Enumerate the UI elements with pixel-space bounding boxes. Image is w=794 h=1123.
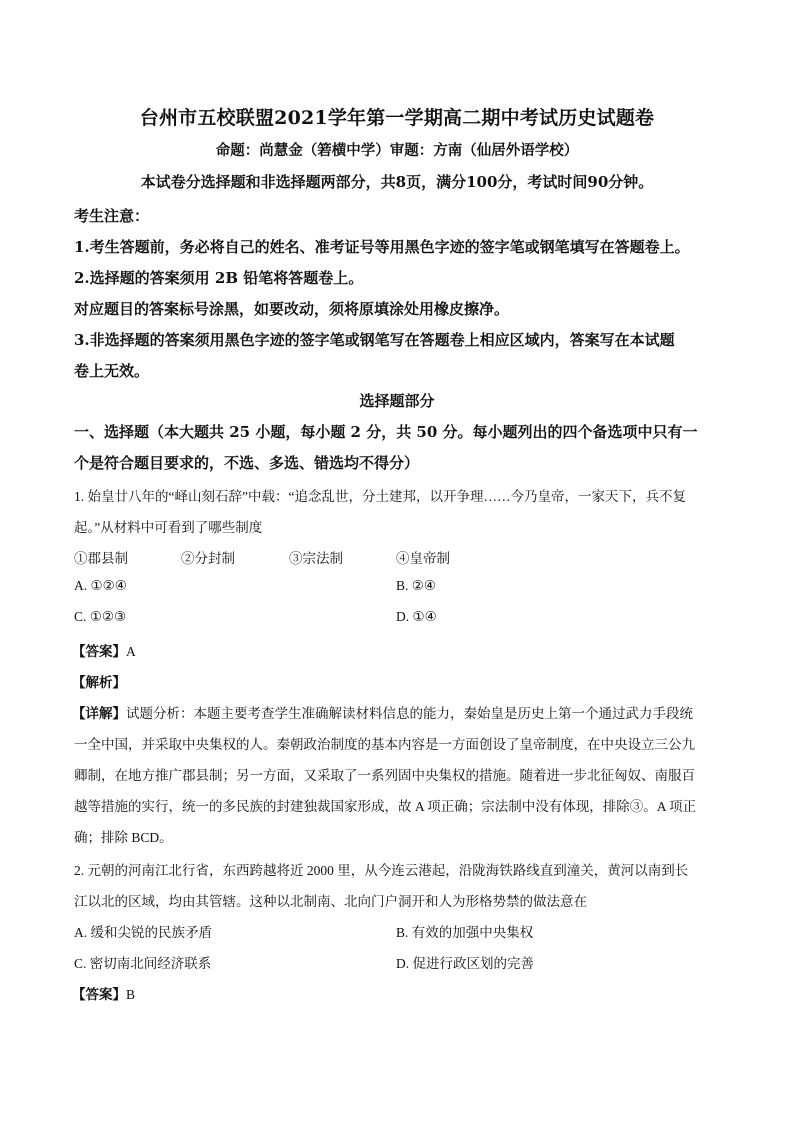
page-title: 台州市五校联盟2021学年第一学期高二期中考试历史试题卷 bbox=[139, 107, 655, 129]
q1-item-2: ②分封制 bbox=[181, 551, 235, 566]
q1-item-3: ③宗法制 bbox=[289, 551, 343, 566]
q1-detail-4: 越等措施的实行，统一的多民族的封建独裁国家形成，故 A 项正确；宗法制中没有体现，排除③。A 项正 bbox=[74, 799, 697, 814]
q1-analysis-label bbox=[72, 671, 126, 691]
section-title: 选择题部分 bbox=[359, 392, 435, 410]
q2-stem-1: 2. 元朝的河南江北行省，东西跨越将近 2000 里，从今连云港起，沿陇海铁路线直到潼关，黄河以南到长 bbox=[74, 863, 689, 878]
q1-option-b: B. ②④ bbox=[396, 578, 436, 593]
q2-stem-2: 江以北的区域，均由其管辖。这种以北制南、北向门户洞开和人为形格势禁的做法意在 bbox=[74, 894, 587, 909]
answer-value: A bbox=[126, 644, 136, 659]
section-desc-1: 一、选择题（本大题共 25 小题，每小题 2 分，共 50 分。每小题列出的四个备选项中只有一 bbox=[74, 423, 698, 441]
q2-option-c: C. 密切南北间经济联系 bbox=[74, 956, 212, 971]
q1-option-a: A. ①②④ bbox=[74, 578, 127, 593]
notice-line-3: 对应题目的答案标号涂黑，如要改动，须将原填涂处用橡皮擦净。 bbox=[74, 300, 510, 318]
notice-line-1: 1.考生答题前，务必将自己的姓名、准考证号等用黑色字迹的签字笔或钢笔填写在答题卷上。 bbox=[74, 238, 690, 256]
q1-answer bbox=[72, 640, 136, 660]
answer-label: 【答案】 bbox=[72, 987, 126, 1002]
answer-label: 【答案】 bbox=[72, 644, 126, 659]
q2-option-d: D. 促进行政区划的完善 bbox=[396, 956, 534, 971]
q1-detail-5: 确；排除 BCD。 bbox=[74, 830, 173, 845]
q2-option-a: A. 缓和尖锐的民族矛盾 bbox=[74, 925, 212, 940]
analysis-label: 【解析】 bbox=[72, 675, 126, 690]
q1-stem-1: 1. 始皇廿八年的“峄山刻石辞”中载：“追念乱世，分土建邦，以开争理……今乃皇帝，一家天下，兵不复 bbox=[74, 489, 686, 504]
notice-line-4b: 卷上无效。 bbox=[74, 362, 150, 380]
q1-option-c: C. ①②③ bbox=[74, 609, 127, 624]
notice-line-2: 2.选择题的答案须用 2B 铅笔将答题卷上。 bbox=[74, 269, 364, 287]
q1-stem-2: 起。”从材料中可看到了哪些制度 bbox=[74, 520, 263, 535]
q2-answer bbox=[72, 983, 135, 1003]
exam-intro: 本试卷分选择题和非选择题两部分，共8页，满分100分，考试时间90分钟。 bbox=[140, 173, 654, 191]
notice-heading: 考生注意： bbox=[74, 207, 150, 225]
detail-label: 【详解】 bbox=[72, 706, 126, 721]
q1-option-d: D. ①④ bbox=[396, 609, 437, 624]
q2-option-b: B. 有效的加强中央集权 bbox=[396, 925, 534, 940]
section-desc-2: 个是符合题目要求的，不选、多选、错选均不得分） bbox=[74, 454, 420, 472]
detail-text-1: 试题分析：本题主要考查学生准确解读材料信息的能力，秦始皇是历史上第一个通过武力手段统 bbox=[126, 706, 693, 721]
q1-detail-1 bbox=[72, 702, 693, 722]
answer-value: B bbox=[126, 987, 136, 1002]
q1-detail-3: 卿制，在地方推广郡县制；另一方面，又采取了一系列固中央集权的措施。随着进一步北征匈奴、南服百 bbox=[74, 768, 695, 783]
q1-item-1: ①郡县制 bbox=[74, 551, 128, 566]
authors-line: 命题：尚慧金（箬横中学）审题：方南（仙居外语学校） bbox=[215, 142, 579, 159]
notice-line-4a: 3.非选择题的答案须用黑色字迹的签字笔或钢笔写在答题卷上相应区域内，答案写在本试题 bbox=[74, 331, 675, 349]
q1-item-4: ④皇帝制 bbox=[396, 551, 450, 566]
q1-detail-2: 一全中国，并采取中央集权的人。秦朝政治制度的基本内容是一方面创设了皇帝制度，在中央设立三公九 bbox=[74, 737, 695, 752]
